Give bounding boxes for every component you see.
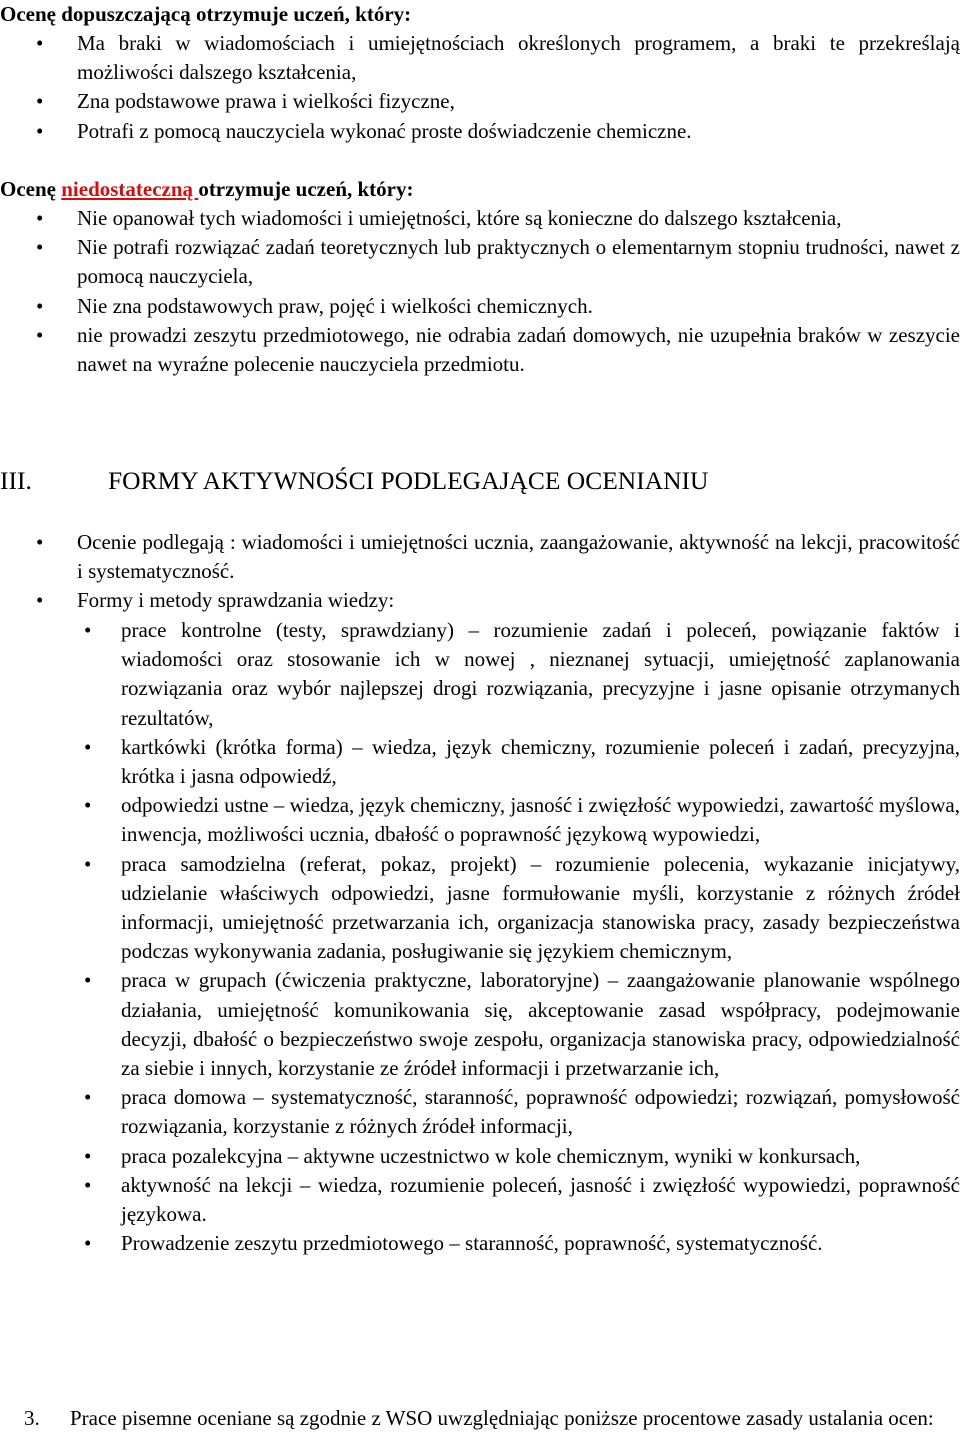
section-title: FORMY AKTYWNOŚCI PODLEGAJĄCE OCENIANIU (108, 466, 709, 495)
list-niedostateczna (36, 204, 960, 379)
bullet-icon: • (84, 1231, 92, 1256)
bullet-icon: • (84, 1085, 92, 1110)
list-item: • Formy i metody sprawdzania wiedzy: (77, 586, 960, 615)
list-item: • Nie zna podstawowych praw, pojęć i wielkości chemicznych. (77, 292, 960, 321)
item-number: 3. (24, 1406, 40, 1430)
grade-highlight: niedostateczną (61, 177, 199, 201)
bullet-icon: • (36, 293, 44, 318)
list-item: • Ocenie podlegają : wiadomości i umiejętności ucznia, zaangażowanie, aktywność na lekcji, pracowitość i systematyczność. (36, 530, 960, 584)
list-item: • praca w grupach (ćwiczenia praktyczne, laboratoryjne) – zaangażowanie planowanie wspólnego działania, umiejętność komunikowania się, akceptowanie zasad współpracy, podejmowanie decyzji, dbałość o bezpieczeństwo swoje zespołu, organizacja stanowiska pracy, odpowiedzialność za siebie i innych, korzystanie ze źródeł informacji i przetwarzanie ich, (84, 968, 960, 1081)
list-item: • odpowiedzi ustne – wiedza, język chemiczny, jasność i zwięzłość wypowiedzi, zawartość myślowa, inwencja, możliwości ucznia, dbałość o poprawność językową wypowiedzi, (84, 793, 960, 847)
list-item: • Potrafi z pomocą nauczyciela wykonać proste doświadczenie chemiczne. (77, 117, 960, 146)
list-item: • Ma braki w wiadomościach i umiejętnościach określonych programem, a braki te przekreślają możliwości dalszego kształcenia, (36, 31, 960, 85)
list-item: • Nie potrafi rozwiązać zadań teoretycznych lub praktycznych o elementarnym stopniu trudności, nawet z pomocą nauczyciela, (36, 235, 960, 289)
list-item: • praca samodzielna (referat, pokaz, projekt) – rozumienie polecenia, wykazanie inicjatywy, udzielanie właściwych odpowiedzi, jasne formułowanie myśli, korzystanie z różnych źródeł informacji, umiejętność przetwarzania ich, organizacja stanowiska pracy, zasady bezpieczeństwa podczas wykonywania zadania, posługiwanie się językiem chemicznym, (84, 851, 960, 964)
list-item: • Prowadzenie zeszytu przedmiotowego – staranność, poprawność, systematyczność. (121, 1229, 960, 1258)
list-item: • prace kontrolne (testy, sprawdziany) – rozumienie zadań i poleceń, powiązanie faktów i wiadomości oraz stosowanie ich w nowej , nieznanej sytuacji, umiejętność zaplanowania rozwiązania oraz wybór najlepszej drogi rozwiązania, precyzyjne i jasne opisanie otrzymanych rezultatów, (84, 618, 960, 730)
bullet-icon: • (84, 734, 92, 759)
bullet-icon: • (84, 793, 92, 818)
bullet-icon: • (84, 968, 92, 993)
bullet-icon: • (36, 530, 44, 554)
heading-niedostateczna: Ocenę niedostateczną otrzymuje uczeń, który: (0, 177, 414, 201)
list-item: • nie prowadzi zeszytu przedmiotowego, nie odrabia zadań domowych, nie uzupełnia braków w zeszycie nawet na wyraźne polecenie nauczyciela przedmiotu. (36, 322, 960, 377)
bullet-icon: • (36, 588, 44, 613)
bullet-icon: • (36, 206, 44, 230)
bullet-icon: • (84, 618, 92, 642)
bullet-icon: • (36, 235, 44, 260)
numbered-item-3 (24, 1404, 960, 1433)
list-item: • aktywność na lekcji – wiedza, rozumienie poleceń, jasność i zwięzłość wypowiedzi, poprawność językowa. (84, 1172, 960, 1227)
list-metody (84, 616, 960, 1258)
list-item: • praca pozalekcyjna – aktywne uczestnictwo w kole chemicznym, wyniki w konkursach, (121, 1142, 960, 1171)
list-item: • kartkówki (krótka forma) – wiedza, język chemiczny, rozumienie poleceń i zadań, precyzyjna, krótka i jasna odpowiedź, (84, 734, 960, 789)
heading-dopuszczajaca: Ocenę dopuszczającą otrzymuje uczeń, który: (0, 2, 412, 26)
list-formy (36, 528, 960, 616)
bullet-icon: • (84, 851, 92, 876)
bullet-icon: • (36, 89, 44, 114)
section-number: III. (0, 466, 32, 495)
bullet-icon: • (36, 118, 44, 143)
bullet-icon: • (84, 1143, 92, 1168)
list-item: • praca domowa – systematyczność, staranność, poprawność odpowiedzi; rozwiązań, pomysłowość rozwiązania, korzystanie z różnych źródeł informacji, (84, 1085, 960, 1139)
bullet-icon: • (84, 1172, 92, 1197)
bullet-icon: • (36, 31, 44, 55)
list-item: • Zna podstawowe prawa i wielkości fizyczne, (77, 87, 960, 116)
list-item: • Nie opanował tych wiadomości i umiejętności, które są konieczne do dalszego kształcenia, (77, 204, 960, 233)
list-dopuszczajaca (36, 29, 960, 146)
list-item: 3. Prace pisemne oceniane są zgodnie z WSO uwzględniając poniższe procentowe zasady ustalania ocen: (70, 1404, 960, 1433)
bullet-icon: • (36, 322, 44, 347)
